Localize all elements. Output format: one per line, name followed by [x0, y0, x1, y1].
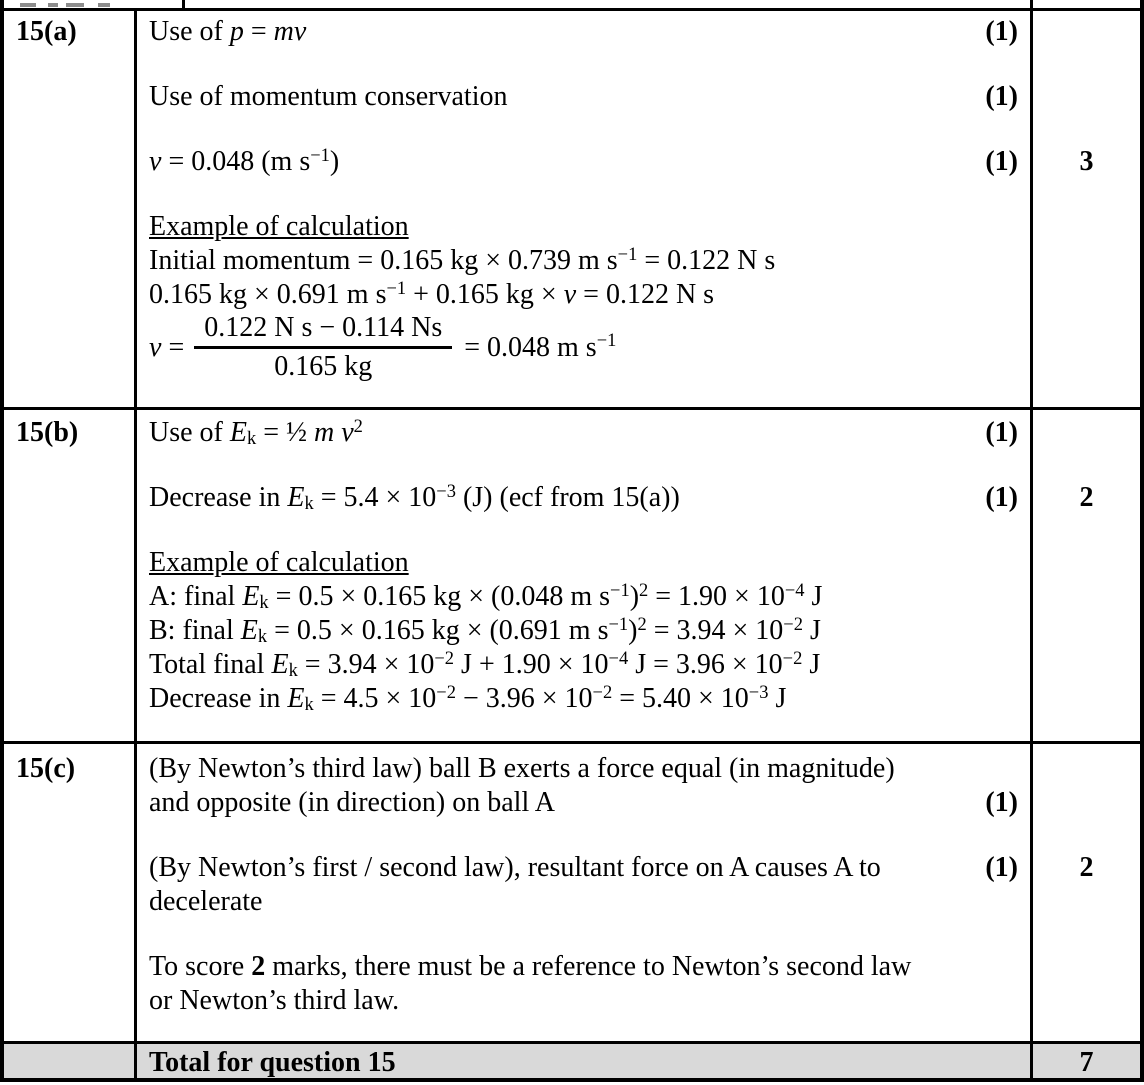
mark-point: [149, 145, 1018, 179]
mark-point: [149, 851, 1018, 919]
mark-value: (1): [985, 81, 1018, 112]
mark-value: (1): [985, 16, 1018, 47]
total-row-label-cell: [137, 1044, 1033, 1078]
total-marks-cell-15a: [1033, 11, 1140, 407]
question-number-cell-15c: [4, 744, 137, 1041]
total-marks-cell-15b: [1033, 410, 1140, 741]
equation-result: = 0.048 m $s^{-1}$: [464, 330, 617, 363]
row-15b: [4, 410, 1140, 744]
mark-point-text: Decrease in $E_k = 5.4 \times 10^{-3}$ (J) (ecf from 15(a)): [149, 480, 680, 514]
row-total-marks-15c: 2: [1079, 852, 1094, 883]
fraction-denominator: 0.165 kg: [274, 351, 373, 382]
mark-value: (1): [985, 417, 1018, 448]
cropped-header-row: [4, 0, 1140, 11]
calculation-heading: Example of calculation: [149, 211, 409, 242]
marking-note-line: or Newton’s third law.: [149, 985, 400, 1016]
total-marks-cell-15c: [1033, 744, 1140, 1041]
question-total-marks: 7: [1079, 1047, 1094, 1078]
answer-cell-15b: [137, 410, 1033, 741]
calculation-heading: Example of calculation: [149, 547, 409, 578]
cropped-header-question-cell: [4, 0, 185, 8]
calculation-equation: [149, 312, 1018, 383]
calculation-line: 0.165 kg × 0.691 m $s^{-1} + 0.165$ kg × v = 0.122 N s: [149, 277, 715, 310]
answer-cell-15c: [137, 744, 1033, 1041]
calculation-line: A: final $E_k = 0.5 \times 0.165$ kg × (0.048 m $s^{-1})^2 = 1.90 \times 10^{-4}$ J: [149, 579, 823, 613]
calculation-line: Initial momentum = 0.165 kg × 0.739 m $s^{-1} = 0.122$ N s: [149, 243, 776, 276]
mark-point-text: Use of p = mv: [149, 16, 307, 47]
fraction-numerator: 0.122 N s − 0.114 Ns: [194, 312, 452, 349]
mark-point-line: (By Newton’s third law) ball B exerts a force equal (in magnitude): [149, 753, 895, 784]
total-row: [4, 1044, 1140, 1082]
row-15c: [4, 744, 1140, 1044]
calculation-line: Total final $E_k = 3.94 \times 10^{-2}$ $J + 1.90 \times 10^{-4}$ $J = 3.96 \times 10^{-2}$ J: [149, 647, 821, 681]
question-number-cell-15b: [4, 410, 137, 741]
question-number-cell-15a: [4, 11, 137, 407]
answer-cell-15a: [137, 11, 1033, 407]
mark-point-line: (By Newton’s first / second law), resultant force on A causes A to: [149, 852, 881, 883]
cropped-header-marks-cell: [1033, 0, 1140, 8]
mark-point: [149, 752, 1018, 820]
mark-point-text: v = 0.048 (m $s^{-1}$): [149, 144, 340, 177]
cropped-text-remnant: [48, 3, 58, 7]
mark-value: (1): [985, 482, 1018, 513]
mark-point-text: Use of $E_k$ = ½ m $v^2$: [149, 415, 363, 449]
cropped-header-answer-cell: [185, 0, 1033, 8]
mark-value: (1): [985, 787, 1018, 818]
calculation-line: B: final $E_k = 0.5 \times 0.165$ kg × (0.691 m $s^{-1})^2 = 3.94 \times 10^{-2}$ J: [149, 613, 821, 647]
row-15a: [4, 11, 1140, 410]
total-row-label: Total for question 15: [149, 1047, 396, 1078]
mark-value: (1): [985, 146, 1018, 177]
equation-lhs: v =: [149, 331, 185, 363]
question-number-15b: 15(b): [16, 417, 79, 448]
mark-value: (1): [985, 852, 1018, 883]
question-number-15a: 15(a): [16, 16, 77, 47]
total-row-question-cell: [4, 1044, 137, 1078]
mark-point-text: [149, 851, 881, 919]
marking-note: [149, 950, 1018, 1018]
question-number-15c: 15(c): [16, 753, 76, 784]
cropped-text-remnant: [20, 3, 36, 7]
mark-point-line: and opposite (in direction) on ball A: [149, 787, 555, 818]
mark-point-text: Use of momentum conservation: [149, 81, 508, 112]
mark-point: [149, 481, 1018, 515]
fraction: [194, 312, 452, 383]
mark-point-text: [149, 752, 895, 820]
row-total-marks-15a: 3: [1079, 146, 1094, 177]
mark-point: [149, 15, 1018, 49]
cropped-text-remnant: [66, 3, 84, 7]
row-total-marks-15b: 2: [1079, 482, 1094, 513]
mark-point-line: decelerate: [149, 886, 263, 917]
marking-note-line: To score 2 marks, there must be a reference to Newton’s second law: [149, 951, 912, 982]
mark-point: [149, 416, 1018, 450]
calculation-line: Decrease in $E_k = 4.5 \times 10^{-2} - 3.96 \times 10^{-2} = 5.40 \times 10^{-3}$ J: [149, 681, 787, 715]
question-total-marks-cell: [1033, 1044, 1140, 1078]
cropped-text-remnant: [98, 3, 110, 7]
mark-point: [149, 80, 1018, 114]
